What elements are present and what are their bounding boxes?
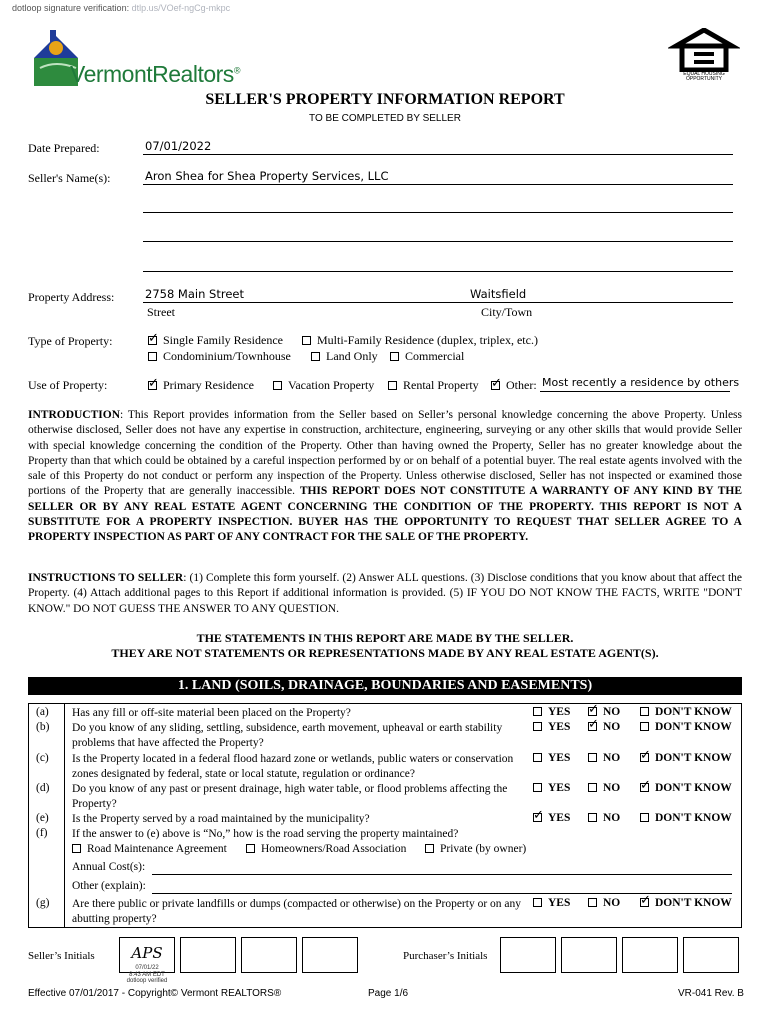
dotloop-stamp: 07/01/22 8:43 AM EDT dotloop verified [126,965,168,984]
seller-line-3 [143,241,733,242]
question-e-letter: (e) [36,812,49,824]
street-caption: Street [147,305,175,319]
question-a-dont-know[interactable]: DON'T KNOW [640,706,732,718]
purchaser-initials-box-2[interactable] [561,937,617,973]
question-f-text: If the answer to (e) above is “No,” how is the road serving the property maintained? [72,828,459,840]
footer-copyright: Effective 07/01/2017 - Copyright© Vermont REALTORS® [28,988,282,999]
checkbox-icon[interactable] [302,336,311,345]
purchaser-initials-box-1[interactable] [500,937,556,973]
road-private-owner[interactable]: Private (by owner) [425,843,526,855]
equal-housing-text: EQUAL HOUSING OPPORTUNITY [683,71,725,82]
question-c-no[interactable]: NO [588,752,620,764]
question-b-yes[interactable]: YES [533,721,570,733]
checkbox-icon[interactable] [640,753,649,762]
checkbox-icon[interactable] [533,707,542,716]
road-maintenance-agreement[interactable]: Road Maintenance Agreement [72,843,227,855]
checkbox-icon[interactable] [588,722,597,731]
checkbox-icon[interactable] [588,753,597,762]
question-c-dont-know[interactable]: ✓ DON'T KNOW [640,752,732,764]
question-f-letter: (f) [36,827,48,839]
seller-initials-label: Seller’s Initials [28,950,95,962]
question-c-text: Is the Property located in a federal flood hazard zone or wetlands, public waters or conservation zones designated by federal, state or local statute, regulation or ordinance? [72,753,514,780]
checkbox-icon[interactable] [588,813,597,822]
statement-line-2: THEY ARE NOT STATEMENTS OR REPRESENTATIONS MADE BY ANY REAL ESTATE AGENT(S). [111,646,659,660]
date-label: Date Prepared: [28,141,100,155]
question-d-dont-know[interactable]: ✓ DON'T KNOW [640,782,732,794]
seller-initials-signature: APS [131,944,163,962]
purchaser-initials-box-3[interactable] [622,937,678,973]
question-g-yes[interactable]: YES [533,897,570,909]
checkbox-icon[interactable] [640,722,649,731]
checkbox-icon[interactable] [72,844,81,853]
checkbox-icon[interactable] [388,381,397,390]
seller-initials-box-4[interactable] [302,937,358,973]
question-b-text: Do you know of any sliding, settling, subsidence, earth movement, upheaval or earth stability problems that have affected the Property? [72,722,503,749]
question-e-yes[interactable]: ✓ YES [533,812,570,824]
question-g-text: Are there public or private landfills or dumps (compacted or otherwise) on the Property or on any abutting property? [72,898,522,925]
question-g-dont-know[interactable]: ✓ DON'T KNOW [640,897,732,909]
table-divider [64,703,65,928]
dotloop-verification [12,3,230,13]
question-e-text: Is the Property served by a road maintained by the municipality? [72,813,370,825]
question-b-no[interactable]: ✓ NO [588,721,620,733]
question-g-no[interactable]: NO [588,897,620,909]
checkbox-icon[interactable] [148,352,157,361]
use-primary-residence[interactable]: ✓ Primary Residence [148,378,254,393]
purchaser-initials-box-4[interactable] [683,937,739,973]
checkbox-icon[interactable] [246,844,255,853]
type-land-only[interactable]: Land Only [311,349,378,364]
use-vacation-property[interactable]: Vacation Property [273,378,374,393]
report-subtitle: TO BE COMPLETED BY SELLER [309,113,461,124]
checkbox-icon[interactable] [533,898,542,907]
type-single-family[interactable]: ✓ Single Family Residence [148,333,283,348]
seller-label: Seller's Name(s): [28,171,111,185]
purchaser-initials-label: Purchaser’s Initials [403,950,488,962]
question-b-letter: (b) [36,721,50,733]
address-label: Property Address: [28,290,115,304]
question-b-dont-know[interactable]: DON'T KNOW [640,721,732,733]
brand-name: VermontRealtors® [70,61,240,87]
seller-initials-box-3[interactable] [241,937,297,973]
question-d-letter: (d) [36,782,50,794]
checkbox-icon[interactable] [425,844,434,853]
verification-label: dotloop signature verification: [12,3,130,13]
seller-line-2 [143,212,733,213]
checkbox-icon[interactable] [640,813,649,822]
checkbox-icon[interactable] [533,783,542,792]
report-title: SELLER'S PROPERTY INFORMATION REPORT [205,91,565,108]
checkbox-icon[interactable] [148,336,157,345]
use-other-value[interactable]: Most recently a residence by others [542,376,740,389]
annual-cost-label: Annual Cost(s): [72,861,146,873]
road-homeowners-association[interactable]: Homeowners/Road Association [246,843,406,855]
introduction-paragraph: INTRODUCTION: This Report provides information from the Seller based on Seller’s personal knowledge concerning the above Property. Unless otherwise disclosed, Seller does not have any expertise in construction, architecture, engineering, surveying or any other skills that would provide Seller with special knowledge concerning the condition of the Property. Other than having owned the Property, Seller has no greater knowledge about the Property than that which could be obtained by a careful inspection performed by or on behalf of a potential buyer. The real estate agents involved with the sale of this Property do not conduct or perform any inspection of the Property. Unless otherwise disclosed, Seller has not inspected or examined those portions of the Property that are generally inaccessible. THIS REPORT DOES NOT CONSTITUTE A WARRANTY OF ANY KIND BY THE SELLER OR BY ANY REAL ESTATE AGENT CONCERNING THE CONDITION OF THE PROPERTY. THIS REPORT IS NOT A SUBSTITUTE FOR A PROPERTY INSPECTION. BUYER HAS THE OPPORTUNITY TO REQUEST THAT SELLER AGREE TO A PROPERTY INSPECTION AS PART OF ANY CONTRACT FOR THE SALE OF THE PROPERTY. [28,409,742,544]
date-value[interactable]: 07/01/2022 [145,139,212,153]
instructions-paragraph: INSTRUCTIONS TO SELLER: (1) Complete this form yourself. (2) Answer ALL questions. (3) Disclose conditions that you know about that affect the Property. (4) Attach additional pages to this Report if additional information is provided. (5) IF YOU DO NOT KNOW THE FACTS, WRITE "DON'T KNOW." DO NOT GUESS THE ANSWER TO ANY QUESTION. [28,572,742,615]
date-line [143,154,733,155]
annual-cost-field[interactable] [152,874,732,875]
address-line [143,302,733,303]
city-caption: City/Town [481,305,533,319]
question-c-yes[interactable]: YES [533,752,570,764]
checkbox-icon[interactable] [533,753,542,762]
checkbox-icon[interactable] [640,898,649,907]
checkbox-icon[interactable] [588,707,597,716]
question-a-no[interactable]: ✓ NO [588,706,620,718]
footer-form-id: VR-041 Rev. B [678,988,744,999]
type-multi-family[interactable]: Multi-Family Residence (duplex, triplex, etc.) [302,333,538,348]
checkbox-icon[interactable] [491,381,500,390]
seller-initials-box-2[interactable] [180,937,236,973]
seller-line-1 [143,184,733,185]
type-label: Type of Property: [28,334,113,348]
question-e-no[interactable]: NO [588,812,620,824]
type-commercial[interactable]: Commercial [390,349,464,364]
street-value[interactable]: 2758 Main Street [145,287,244,301]
question-e-dont-know[interactable]: DON'T KNOW [640,812,732,824]
question-a-letter: (a) [36,706,49,718]
city-value[interactable]: Waitsfield [470,287,527,301]
checkbox-icon[interactable] [390,352,399,361]
section-title-land: 1. LAND (SOILS, DRAINAGE, BOUNDARIES AND EASEMENTS) [28,677,742,695]
use-other-line [540,391,730,392]
checkbox-icon[interactable] [640,707,649,716]
question-g-letter: (g) [36,897,50,909]
checkbox-icon[interactable] [640,783,649,792]
seller-line-4 [143,271,733,272]
seller-value[interactable]: Aron Shea for Shea Property Services, LLC [145,169,389,183]
use-other[interactable]: ✓ Other: [491,378,537,393]
question-d-yes[interactable]: YES [533,782,570,794]
checkbox-icon[interactable] [533,722,542,731]
use-rental-property[interactable]: Rental Property [388,378,479,393]
type-condominium[interactable]: Condominium/Townhouse [148,349,291,364]
question-d-text: Do you know of any past or present drainage, high water table, or flood problems affecting the Property? [72,783,508,810]
question-d-no[interactable]: NO [588,782,620,794]
use-label: Use of Property: [28,378,108,392]
checkbox-icon[interactable] [533,813,542,822]
checkbox-icon[interactable] [311,352,320,361]
other-explain-label: Other (explain): [72,880,146,892]
statement-line-1: THE STATEMENTS IN THIS REPORT ARE MADE BY THE SELLER. [196,631,574,645]
question-a-yes[interactable]: YES [533,706,570,718]
checkbox-icon[interactable] [588,898,597,907]
checkbox-icon[interactable] [588,783,597,792]
checkbox-icon[interactable] [148,381,157,390]
question-c-letter: (c) [36,752,49,764]
footer-page-number: Page 1/6 [368,988,409,999]
checkbox-icon[interactable] [273,381,282,390]
verification-link[interactable]: dtlp.us/VOef-ngCg-mkpc [131,3,231,13]
question-a-text: Has any fill or off-site material been placed on the Property? [72,707,351,719]
